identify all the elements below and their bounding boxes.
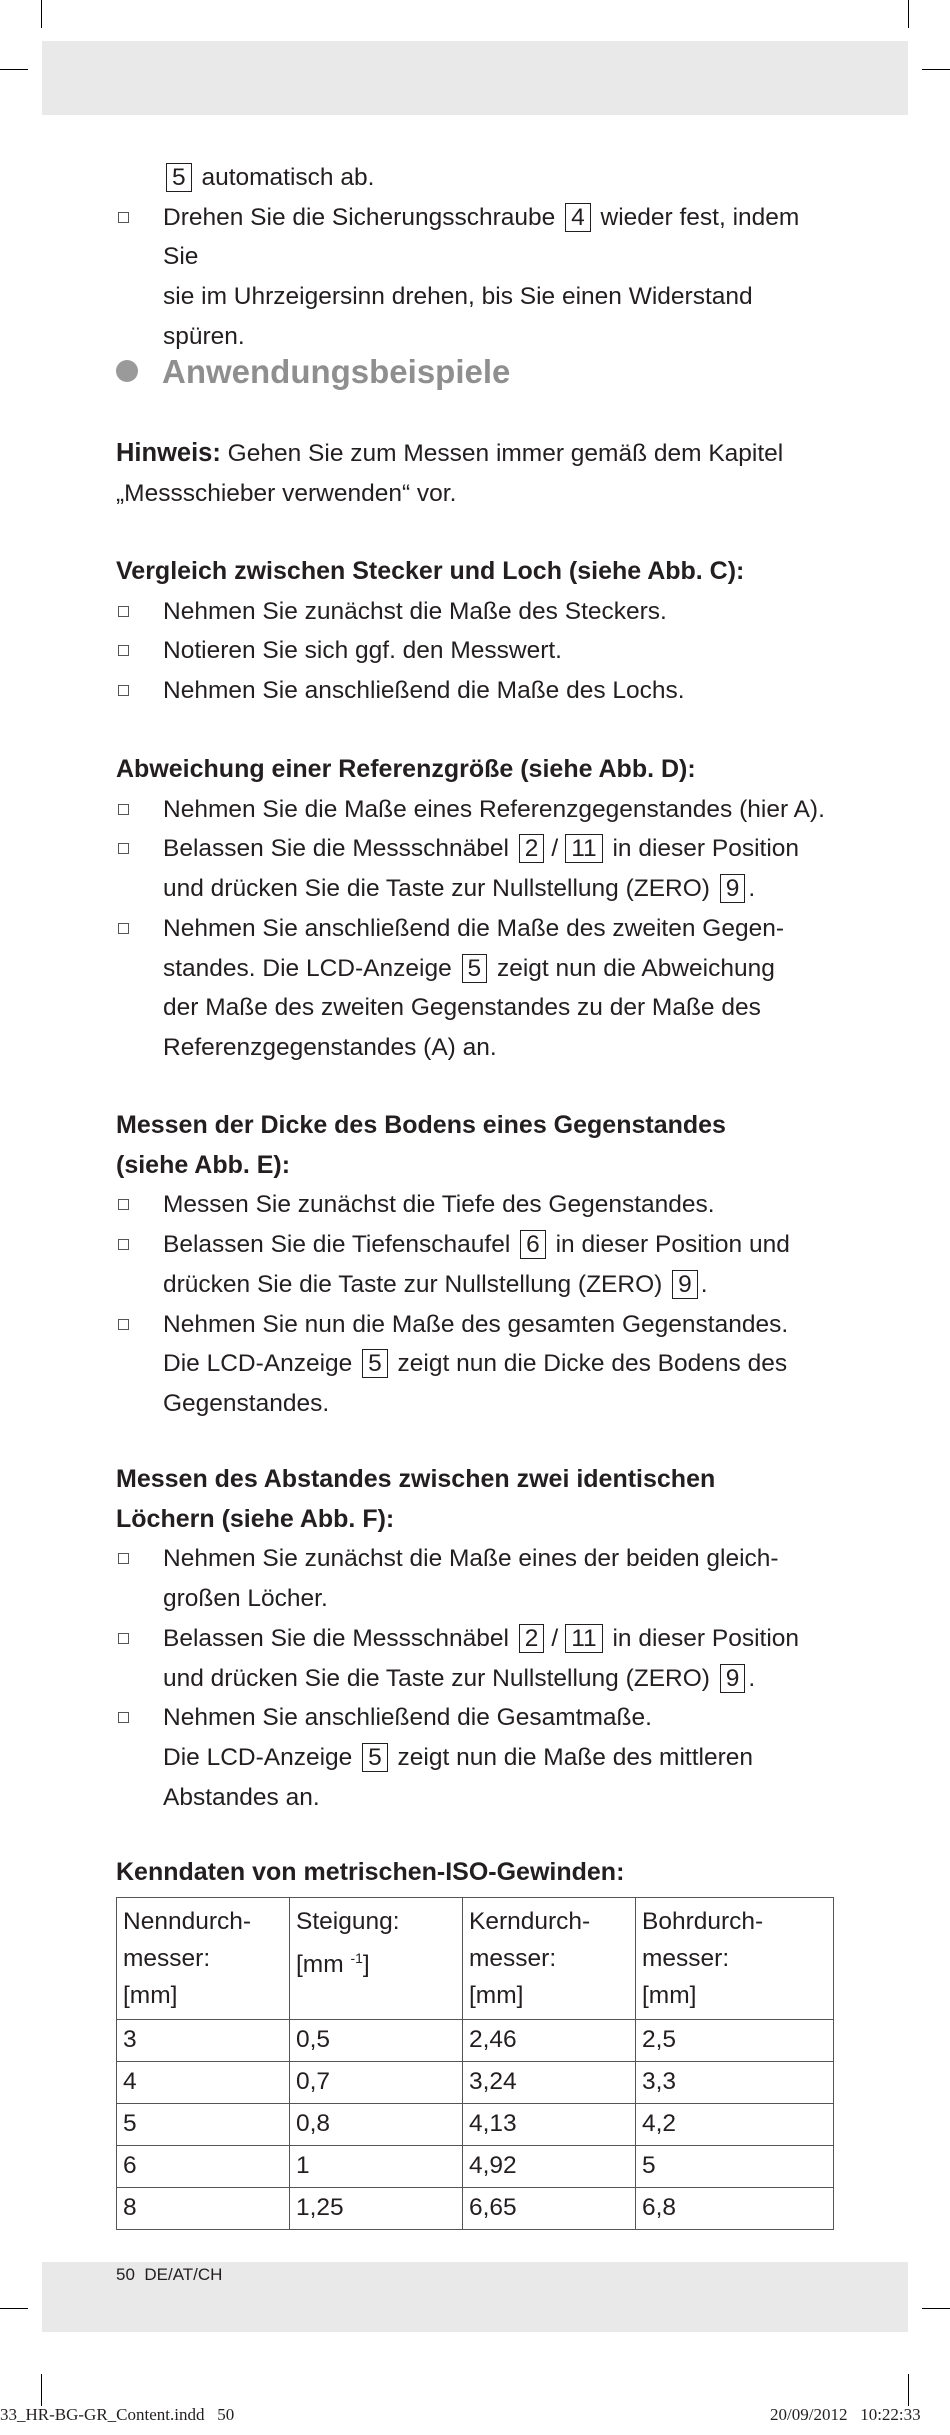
checkbox-icon	[118, 843, 129, 854]
checkbox-icon	[118, 212, 129, 223]
thread-table	[116, 1897, 834, 2230]
section-title: Anwendungsbeispiele	[116, 352, 510, 392]
list-item: Belassen Sie die Messschnäbel 2 / 11 in dieser Position und drücken Sie die Taste zur Nullstellung (ZERO) 9 .	[116, 829, 836, 908]
trim-mark	[908, 0, 909, 28]
slug-file: 33_HR-BG-GR_Content.indd 50	[0, 2405, 235, 2424]
list-item: Nehmen Sie nun die Maße des gesamten Gegenstandes. Die LCD-Anzeige 5 zeigt nun die Dicke des Bodens des Gegenstandes.	[116, 1305, 836, 1424]
ref-box: 9	[672, 1270, 698, 1299]
table-cell: 1,25	[290, 2188, 463, 2230]
list-item: Nehmen Sie anschließend die Maße des Lochs.	[116, 671, 836, 711]
ref-box: 4	[565, 203, 591, 232]
checkbox-icon	[118, 1633, 129, 1644]
continuation-line	[116, 158, 836, 198]
list-item: Nehmen Sie zunächst die Maße eines der beiden gleich- großen Löcher.	[116, 1539, 836, 1618]
hinweis-label: Hinweis:	[116, 439, 221, 467]
list-item: Nehmen Sie anschließend die Gesamtmaße. Die LCD-Anzeige 5 zeigt nun die Maße des mittleren Abstandes an.	[116, 1698, 836, 1817]
header-cell: Kerndurch- messer: [mm]	[463, 1898, 636, 2020]
vergleich-heading: Vergleich zwischen Stecker und Loch (siehe Abb. C):	[116, 557, 745, 585]
table-cell: 2,46	[463, 2020, 636, 2062]
table-cell: 8	[117, 2188, 290, 2230]
hinweis-line: Hinweis: Gehen Sie zum Messen immer gemäß dem Kapitel	[116, 439, 784, 467]
checkbox-icon	[118, 1319, 129, 1330]
ref-box: 5	[362, 1349, 388, 1378]
trim-mark	[0, 69, 28, 70]
ref-box: 6	[520, 1230, 546, 1259]
trim-mark	[41, 2374, 42, 2406]
checkbox-icon	[118, 1553, 129, 1564]
trim-mark	[0, 2308, 28, 2309]
table-cell: 5	[117, 2104, 290, 2146]
ref-box: 5	[362, 1743, 388, 1772]
abweichung-block	[116, 750, 836, 1068]
dicke-heading: Messen der Dicke des Bodens eines Gegenstandes (siehe Abb. E):	[116, 1111, 726, 1179]
list-item: Belassen Sie die Messschnäbel 2 / 11 in dieser Position und drücken Sie die Taste zur Nullstellung (ZERO) 9 .	[116, 1619, 836, 1698]
ref-box: 11	[565, 834, 602, 863]
page-number: 50	[116, 2265, 135, 2284]
list-item: Nehmen Sie die Maße eines Referenzgegenstandes (hier A).	[116, 790, 836, 830]
table-cell: 3	[117, 2020, 290, 2062]
bullet-dot-icon	[116, 360, 138, 382]
trim-mark	[922, 69, 950, 70]
abstand-block	[116, 1460, 836, 1817]
ref-box: 2	[519, 834, 545, 863]
table-cell: 6,8	[636, 2188, 834, 2230]
table-row	[117, 2020, 834, 2062]
table-cell: 2,5	[636, 2020, 834, 2062]
table-row	[117, 2104, 834, 2146]
ref-box: 9	[720, 1664, 746, 1693]
checkbox-icon	[118, 1199, 129, 1210]
checkbox-icon	[118, 606, 129, 617]
table-heading: Kenndaten von metrischen-ISO-Gewinden:	[116, 1858, 625, 1886]
abweichung-heading: Abweichung einer Referenzgröße (siehe Abb. D):	[116, 755, 696, 783]
ref-box: 9	[720, 874, 746, 903]
page-footer	[116, 2265, 222, 2285]
continuation-block	[116, 158, 836, 357]
language-code: DE/AT/CH	[144, 2265, 223, 2284]
ref-box: 11	[565, 1624, 602, 1653]
table-cell: 5	[636, 2146, 834, 2188]
trim-mark	[41, 0, 42, 28]
header-cell: Bohrdurch- messer: [mm]	[636, 1898, 834, 2020]
slug-timestamp: 20/09/2012 10:22:33	[770, 2405, 921, 2424]
ref-box: 5	[166, 163, 192, 192]
ref-box: 5	[462, 954, 488, 983]
trim-mark	[908, 2374, 909, 2406]
checkbox-icon	[118, 645, 129, 656]
hinweis-block	[116, 434, 836, 513]
table-cell: 6,65	[463, 2188, 636, 2230]
checkbox-icon	[118, 804, 129, 815]
list-item: Nehmen Sie zunächst die Maße des Steckers.	[116, 592, 836, 632]
checkbox-icon	[118, 1712, 129, 1723]
table-cell: 0,7	[290, 2062, 463, 2104]
table-row	[117, 2146, 834, 2188]
table-cell: 4,92	[463, 2146, 636, 2188]
checkbox-icon	[118, 923, 129, 934]
table-row	[117, 2188, 834, 2230]
continuation-text: automatisch ab.	[201, 164, 375, 191]
table-cell: 0,8	[290, 2104, 463, 2146]
list-item: Messen Sie zunächst die Tiefe des Gegenstandes.	[116, 1185, 836, 1225]
table-heading-block	[116, 1853, 836, 1893]
table-cell: 0,5	[290, 2020, 463, 2062]
header-band	[42, 41, 908, 115]
checkbox-icon	[118, 1239, 129, 1250]
hinweis-line: „Messschieber verwenden“ vor.	[116, 479, 457, 507]
table-header-row	[117, 1898, 834, 2020]
table-cell: 3,3	[636, 2062, 834, 2104]
list-item: Notieren Sie sich ggf. den Messwert.	[116, 631, 836, 671]
vergleich-block	[116, 552, 836, 711]
dicke-block	[116, 1106, 836, 1424]
abstand-heading: Messen des Abstandes zwischen zwei identischen Löchern (siehe Abb. F):	[116, 1465, 716, 1533]
table-cell: 4,13	[463, 2104, 636, 2146]
table-cell: 4,2	[636, 2104, 834, 2146]
table-cell: 3,24	[463, 2062, 636, 2104]
table-row	[117, 2062, 834, 2104]
header-cell: Nenndurch- messer: [mm]	[117, 1898, 290, 2020]
table-cell: 1	[290, 2146, 463, 2188]
header-cell: Steigung: [mm $^{-1}$]	[290, 1898, 463, 2020]
table-cell: 6	[117, 2146, 290, 2188]
list-item: Nehmen Sie anschließend die Maße des zweiten Gegen- standes. Die LCD-Anzeige 5 zeigt nun die Abweichung der Maße des zweiten Gegenstandes zu der Maße des Referenzgegenstandes (A) an.	[116, 909, 836, 1068]
list-item: Drehen Sie die Sicherungsschraube 4 wieder fest, indem Sie sie im Uhrzeigersinn drehen, bis Sie einen Widerstand spüren.	[116, 198, 836, 357]
ref-box: 2	[519, 1624, 545, 1653]
table-cell: 4	[117, 2062, 290, 2104]
checkbox-icon	[118, 685, 129, 696]
list-item: Belassen Sie die Tiefenschaufel 6 in dieser Position und drücken Sie die Taste zur Nullstellung (ZERO) 9 .	[116, 1225, 836, 1304]
trim-mark	[922, 2308, 950, 2309]
